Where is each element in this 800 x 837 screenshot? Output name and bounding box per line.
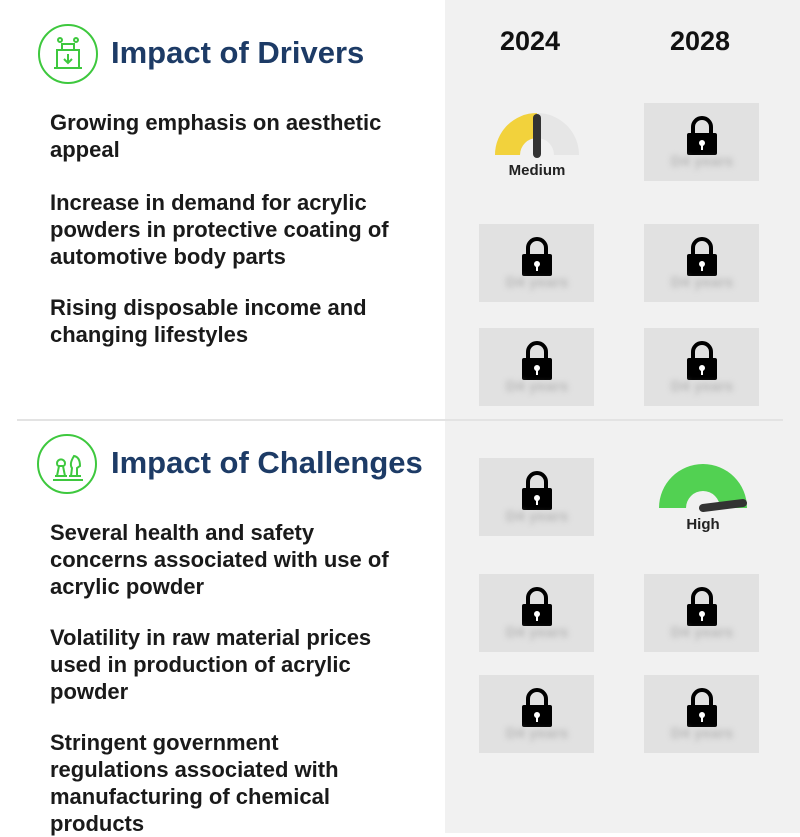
locked-placeholder: D4 years (505, 624, 569, 641)
locked-cell[interactable] (644, 103, 759, 181)
high-gauge (648, 462, 758, 552)
driver-item: Rising disposable income and changing lifestyles (50, 295, 367, 347)
factory-icon (38, 24, 98, 84)
locked-placeholder: D4 years (505, 378, 569, 395)
medium-gauge (482, 110, 592, 200)
locked-placeholder: D4 years (670, 153, 734, 170)
year-header-2024: 2024 (499, 26, 561, 56)
locked-cell[interactable] (644, 328, 759, 406)
locked-placeholder: D4 years (505, 725, 569, 742)
locked-cell[interactable] (479, 328, 594, 406)
chess-pieces-icon (37, 434, 97, 494)
gauge-label-high: High (686, 516, 720, 533)
locked-cell[interactable] (479, 574, 594, 652)
locked-placeholder: D4 years (670, 378, 734, 395)
driver-item: Increase in demand for acrylic powders in protective coating of automotive body parts (50, 190, 389, 269)
locked-cell[interactable] (644, 224, 759, 302)
section-divider (17, 419, 783, 421)
challenges-title: Impact of Challenges (111, 445, 423, 480)
challenge-item: Volatility in raw material prices used in production of acrylic powder (50, 625, 372, 704)
challenge-item: Stringent government regulations associated with manufacturing of chemical products (50, 730, 339, 836)
locked-cell[interactable] (479, 458, 594, 536)
locked-cell[interactable] (644, 675, 759, 753)
locked-placeholder: D4 years (505, 508, 569, 525)
year-header-2028: 2028 (669, 26, 731, 56)
locked-cell[interactable] (644, 574, 759, 652)
gauge-label-medium: Medium (508, 162, 566, 179)
locked-placeholder: D4 years (670, 274, 734, 291)
locked-cell[interactable] (479, 224, 594, 302)
locked-placeholder: D4 years (505, 274, 569, 291)
locked-placeholder: D4 years (670, 725, 734, 742)
drivers-title: Impact of Drivers (111, 35, 365, 70)
challenge-item: Several health and safety concerns associated with use of acrylic powder (50, 520, 389, 599)
locked-placeholder: D4 years (670, 624, 734, 641)
locked-cell[interactable] (479, 675, 594, 753)
driver-item: Growing emphasis on aesthetic appeal (50, 110, 382, 162)
